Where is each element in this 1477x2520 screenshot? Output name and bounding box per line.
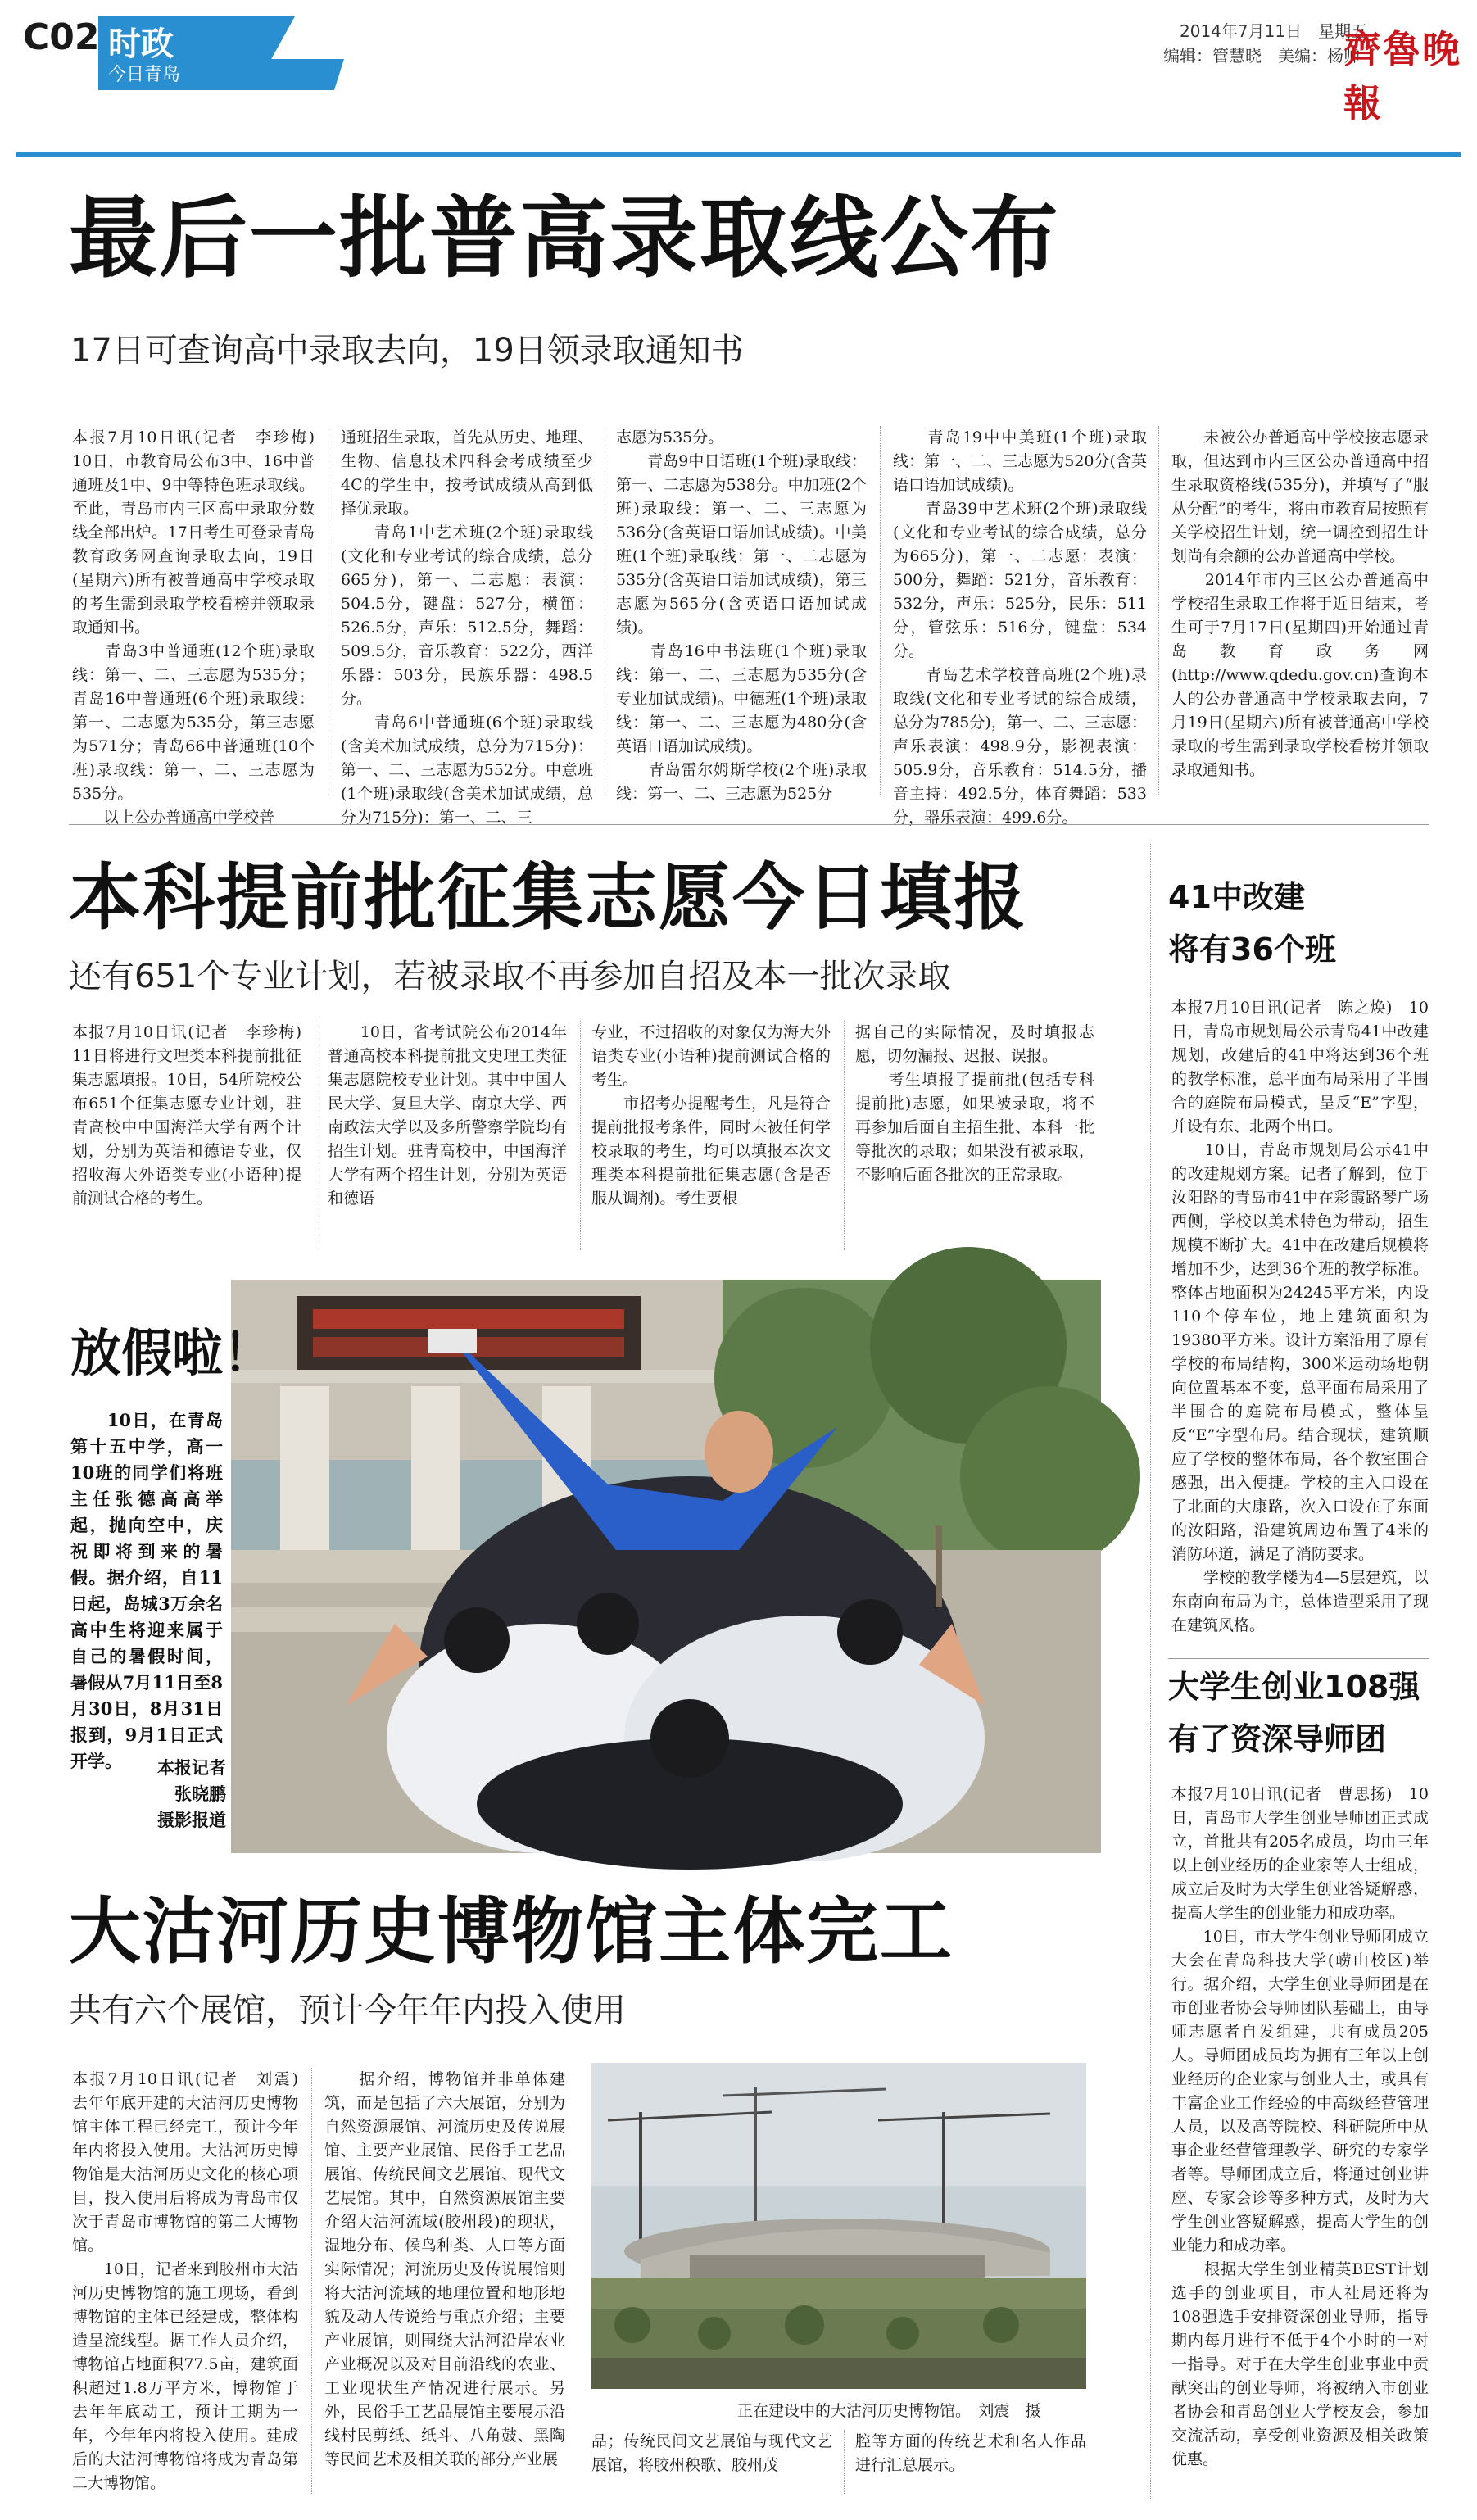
article2-column-4: 据自己的实际情况，及时填报志愿，切勿漏报、迟报、误报。 考生填报了提前批(包括专科提前批)志愿，如果被录取，将不再参加后面自主招生批、本科一批等批次的录取；如果没有被录取，不影响后面各批次的正常录取。: [855, 1023, 1094, 1184]
side1-headline-line2: 将有36个班: [1168, 931, 1336, 968]
photo-story-text: 10日，在青岛第十五中学，高一10班的同学们将班主任张德高高举起，抛向空中，庆祝即将到来的暑假。据介绍，自11日起，岛城3万余名高中生将迎来属于自己的暑假时间，暑假从7月11日至8月30日，8月31日报到，9月1日正式开学。: [70, 1410, 223, 1771]
issue-date: 2014年7月11日 星期五: [1180, 21, 1368, 41]
museum-construction-image: [591, 2063, 1086, 2389]
side1-headline-line1: 41中改建: [1168, 879, 1305, 915]
celebration-photo: [231, 1280, 1101, 1853]
photo-credit-label: 本报记者: [157, 1757, 226, 1778]
section-divider: [69, 824, 1429, 825]
photo-credit-type: 摄影报道: [157, 1810, 226, 1830]
sidebar-section-divider: [1168, 1658, 1429, 1659]
article2-column-1: 本报7月10日讯(记者 李珍梅) 11日将进行文理类本科提前批征集志愿填报。10日，54所院校公布651个征集志愿专业计划，驻青高校中中国海洋大学有两个计划，分别为英语和德语专业，仅招收海大外语类专业(小语种)提前测试合格的考生。: [72, 1023, 318, 1208]
article1-column-2: 通班招生录取，首先从历史、地理、生物、信息技术四科会考成绩至少4C的学生中，按考试成绩从高到低择优录取。 青岛1中艺术班(2个班)录取线(文化和专业考试的综合成绩，总分665分)，第一、二志愿：表演：504.5分，键盘：527分，横笛：526.5分，声乐：512.5分，舞蹈：509.5分，音乐教育：522分，西洋乐器：503分，民族乐器：498.5分。 青岛6中普通班(6个班)录取线(含美术加试成绩，总分为715分)：第一、二、三志愿为552分。中意班(1个班)录取线(含美术加试成绩，总分为715分)：第一、二、三: [341, 428, 593, 827]
museum-photo-caption: 正在建设中的大沽河历史博物馆。 刘震 摄: [737, 2402, 1041, 2420]
editor-credits: 编辑：管慧晓 美编：杨帅: [1163, 46, 1360, 66]
article1-column-5: 未被公办普通高中学校按志愿录取，但达到市内三区公办普通高中招生录取资格线(535分)，并填写了“服从分配”的考生，将由市教育局按照有关学校招生计划，统一调控到招生计划尚有余额的公办普通高中学校。 2014年市内三区公办普通高中学校招生录取工作将于近日结束，考生可于7月17日(星期四)开始通过青岛教育政务网(http://www.qdedu.gov.cn)查询本人的公办普通高中学校录取去向，7月19日(星期六)所有被普通高中学校录取的考生需到录取学校看榜并领取录取通知书。: [1171, 428, 1429, 779]
column-divider: [1158, 426, 1159, 795]
article3-column-3: 品；传统民间文艺展馆与现代文艺展馆，将胶州秧歌、胶州茂: [591, 2432, 832, 2474]
side2-body: 本报7月10日讯(记者 曹思扬) 10日，青岛市大学生创业导师团正式成立，首批共有205名成员，均由三年以上创业经历的企业家等人士组成，成立后及时为大学生创业答疑解惑，提高大学生的创业能力和成功率。 10日，市大学生创业导师团成立大会在青岛科技大学(崂山校区)举行。据介绍，大学生创业导师团是在市创业者协会导师团队基础上，由导师志愿者自发组建，共有成员205人。导师团成员均为拥有三年以上创业经历的企业家与创业人士，或具有丰富企业工作经验的中高级经营管理人员，以及高等院校、科研院所中从事企业经营管理教学、研究的专家学者等。导师团成立后，将通过创业讲座、专家会诊等多种方式，及时为大学生创业答疑解惑，提高大学生的创业能力和成功率。 根据大学生创业精英BEST计划选手的创业项目，市人社局还将为108强选手安排资深创业导师，指导期内每月进行不低于4个小时的一对一指导。对于在大学生创业事业中贡献突出的创业导师，将被纳入市创业者协会和青岛创业大学校友会，参加交流活动，享受创业资源及相关政策优惠。: [1171, 1785, 1429, 2468]
article2-headline: 本科提前批征集志愿今日填报: [69, 855, 1028, 940]
article1-column-1: 本报7月10日讯(记者 李珍梅) 10日，市教育局公布3中、16中普通班及1中、9中等特色班录取线。至此，青岛市内三区高中录取分数线全部出炉。17日考生可登录青岛教育政务网查询录取去向，19日(星期六)所有被普通高中学校录取的考生需到录取学校看榜并领取录取通知书。 青岛3中普通班(12个班)录取线：第一、二、三志愿为535分；青岛16中普通班(6个班)录取线：第一、二志愿为535分，第三志愿为571分；青岛66中普通班(10个班)录取线：第一、二、三志愿为535分。 以上公办普通高中学校普: [72, 428, 315, 827]
article3-headline: 大沽河历史博物馆主体完工: [69, 1889, 954, 1974]
column-divider: [311, 2068, 312, 2494]
column-divider: [580, 1021, 581, 1250]
header-rule: [16, 152, 1461, 157]
page-code: C02: [23, 16, 100, 58]
subsection-title: 今日青岛: [108, 65, 181, 85]
side2-headline-line2: 有了资深导师团: [1168, 1721, 1387, 1757]
side2-headline-line1: 大学生创业108强: [1168, 1669, 1420, 1705]
article2-subheadline: 还有651个专业计划，若被录取不再参加自招及本一批次录取: [69, 958, 951, 995]
side1-body: 本报7月10日讯(记者 陈之焕) 10日，青岛市规划局公示青岛41中改建规划，改建后的41中将达到36个班的教学标准，总平面布局采用了半围合的庭院布局模式，呈反“E”字型，并设有东、北两个出口。 10日，青岛市规划局公示41中的改建规划方案。记者了解到，位于汝阳路的青岛市41中在彩霞路琴广场西侧，学校以美术特色为带动，招生规模不断扩大。41中在改建后规模将增加不少，达到36个班的教学标准。整体占地面积为24245平方米，内设110个停车位，地上建筑面积为19380平方米。设计方案沿用了原有学校的布局结构，300米运动场地朝向位置基本不变，总平面布局采用了半围合的庭院布局模式，整体呈反“E”字型布局。结合现状，建筑顺应了学校的整体布局，各个教室围合感强，出入便捷。学校的主入口设在了北面的大康路，次入口设在了东面的汝阳路，沿建筑周边布置了4米的消防环道，满足了消防要求。 学校的教学楼为4—5层建筑，以东南向布局为主，总体造型采用了现在建筑风格。: [1171, 999, 1429, 1634]
sidebar-divider: [1150, 844, 1151, 2499]
article1-column-4: 青岛19中中美班(1个班)录取线：第一、二、三志愿为520分(含英语口语加试成绩)。 青岛39中艺术班(2个班)录取线(文化和专业考试的综合成绩，总分为665分)，第一、二志愿：表演：500分，舞蹈：521分，音乐教育：532分，声乐：525分，民乐：511分，管弦乐：516分，键盘：534分。 青岛艺术学校普高班(2个班)录取线(文化和专业考试的综合成绩，总分为785分)，第一、二、三志愿：声乐表演：498.9分，影视表演：505.9分，音乐教育：514.5分，播音主持：492.5分，体育舞蹈：533分，器乐表演：499.6分。: [893, 428, 1147, 827]
column-divider: [844, 1021, 845, 1250]
article1-subheadline: 17日可查询高中录取去向，19日领录取通知书: [70, 332, 744, 369]
article1-headline: 最后一批普高录取线公布: [69, 188, 1061, 290]
section-title: 时政: [108, 25, 174, 63]
article1-column-3: 志愿为535分。 青岛9中日语班(1个班)录取线：第一、二志愿为538分。中加班(2个班)录取线：第一、二、三志愿为536分(含英语口语加试成绩)。中美班(1个班)录取线：第一、二志愿为535分(含英语口语加试成绩)，第三志愿为565分(含英语口语加试成绩)。 青岛16中书法班(1个班)录取线：第一、二、三志愿为535分(含专业加试成绩)。中德班(1个班)录取线：第一、二、三志愿为480分(含英语口语加试成绩)。 青岛雷尔姆斯学校(2个班)录取线：第一、二、三志愿为525分: [616, 428, 867, 803]
article3-subheadline: 共有六个展馆，预计今年年内投入使用: [69, 1992, 626, 2029]
article2-column-2: 10日，省考试院公布2014年普通高校本科提前批文史理工类征集志愿院校专业计划。其中中国人民大学、复旦大学、南京大学、西南政法大学以及多所警察学院均有招生计划。驻青高校中，中国海洋大学有两个招生计划，分别为英语和德语: [328, 1023, 567, 1208]
article3-column-4: 腔等方面的传统艺术和名人作品进行汇总展示。: [855, 2432, 1086, 2474]
newspaper-logo: 齊魯晚報: [1343, 27, 1461, 125]
column-divider: [880, 426, 881, 795]
article3-column-2: 据介绍，博物馆并非单体建筑，而是包括了六大展馆，分别为自然资源展馆、河流历史及传说展馆、主要产业展馆、民俗手工艺品展馆、传统民间文艺展馆、现代文艺展馆。其中，自然资源展馆主要介绍大沽河流域(胶州段)的现状，湿地分布、候鸟种类、人口等方面实际情况；河流历史及传说展馆则将大沽河流域的地理位置和地形地貌及动人传说给与重点介绍；主要产业展馆，则围绕大沽河沿岸农业产业概况以及对目前沿线的农业、工业现状生产情况进行展示。另外，民俗手工艺品展馆主要展示沿线村民剪纸、纸斗、八角鼓、黑陶等民间艺术及相关联的部分产业展: [324, 2070, 565, 2468]
article2-column-3: 专业，不过招收的对象仅为海大外语类专业(小语种)提前测试合格的考生。 市招考办提醒考生，凡是符合提前批报考条件，同时未被任何学校录取的考生，均可以填报本次文理类本科提前批征集志愿(含是否服从调剂)。考生要根: [591, 1023, 831, 1208]
article3-column-1: 本报7月10日讯(记者 刘震) 去年年底开建的大沽河历史博物馆主体工程已经完工，预计今年年内将投入使用。大沽河历史博物馆是大沽河历史文化的核心项目，投入使用后将成为青岛市仅次于青岛市博物馆的第二大博物馆。 10日，记者来到胶州市大沽河历史博物馆的施工现场，看到博物馆的主体已经建成，整体构造呈流线型。据工作人员介绍，博物馆占地面积77.5亩，建筑面积超过1.8万平方米，博物馆于去年年底动工，预计工期为一年，今年年内将投入使用。建成后的大沽河博物馆将成为青岛第二大博物馆。: [72, 2070, 298, 2492]
museum-construction-photo: [591, 2063, 1086, 2389]
column-divider: [844, 2430, 845, 2495]
students-tossing-teacher-image: [231, 1280, 1101, 1853]
photo-story-title: 放假啦！: [70, 1323, 274, 1383]
photo-credit-name: 张晓鹏: [174, 1783, 226, 1804]
